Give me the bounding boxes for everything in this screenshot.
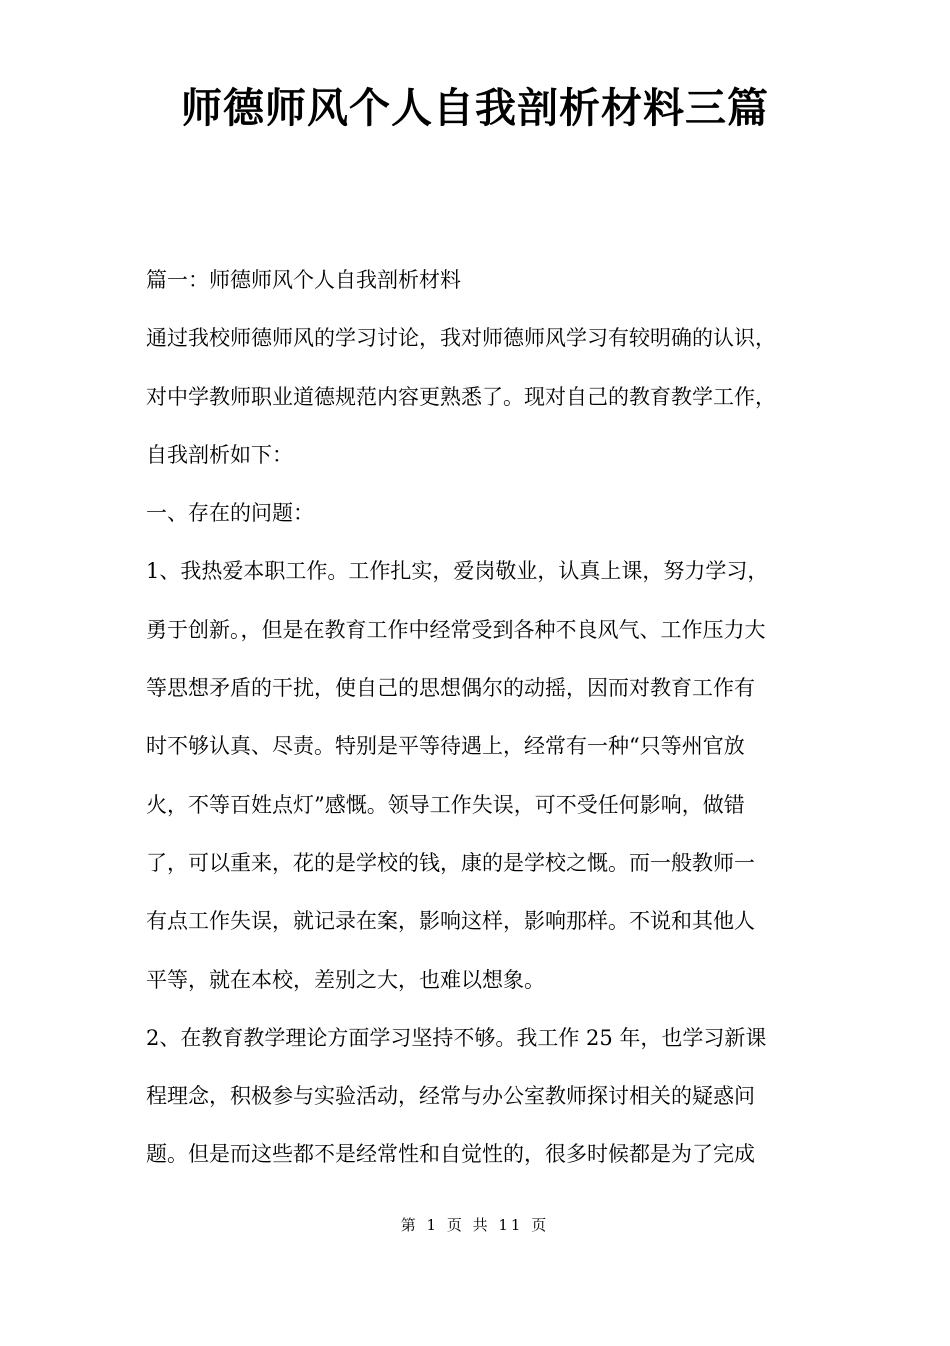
- body-line: 平等，就在本校，差别之大，也难以想象。: [146, 967, 545, 992]
- body-line: 火，不等百姓点灯”感慨。领导工作失误，可不受任何影响，做错: [146, 792, 745, 817]
- body-line: 1、我热爱本职工作。工作扎实，爱岗敬业，认真上课，努力学习，: [146, 559, 769, 584]
- body-line: 了，可以重来，花的是学校的钱，康的是学校之慨。而一般教师一: [146, 850, 755, 875]
- body-line: 有点工作失误，就记录在案，影响这样，影响那样。不说和其他人: [146, 909, 755, 934]
- body-line: 2、在教育教学理论方面学习坚持不够。我工作 25 年，也学习新课: [146, 1025, 767, 1050]
- body-line: 勇于创新。，但是在教育工作中经常受到各种不良风气、工作压力大: [146, 617, 766, 642]
- body-line: 程理念，积极参与实验活动，经常与办公室教师探讨相关的疑惑问: [146, 1084, 755, 1109]
- body-line: 一、存在的问题：: [146, 501, 314, 526]
- body-line: 篇一：师德师风个人自我剖析材料: [146, 268, 461, 292]
- body-line: 时不够认真、尽责。特别是平等待遇上，经常有一种“只等州官放: [146, 734, 745, 759]
- document-body: [146, 251, 816, 1184]
- body-line: 自我剖析如下：: [146, 442, 293, 467]
- body-line: 对中学教师职业道德规范内容更熟悉了。现对自己的教育教学工作，: [146, 384, 776, 409]
- document-title: 师德师风个人自我剖析材料三篇: [181, 84, 769, 132]
- body-line: 题。但是而这些都不是经常性和自觉性的，很多时候都是为了完成: [146, 1142, 755, 1167]
- page-footer: 第 1 页 共 11 页: [400, 1216, 550, 1234]
- body-line: 通过我校师德师风的学习讨论，我对师德师风学习有较明确的认识，: [146, 326, 776, 351]
- body-line: 等思想矛盾的干扰，使自己的思想偶尔的动摇，因而对教育工作有: [146, 676, 755, 701]
